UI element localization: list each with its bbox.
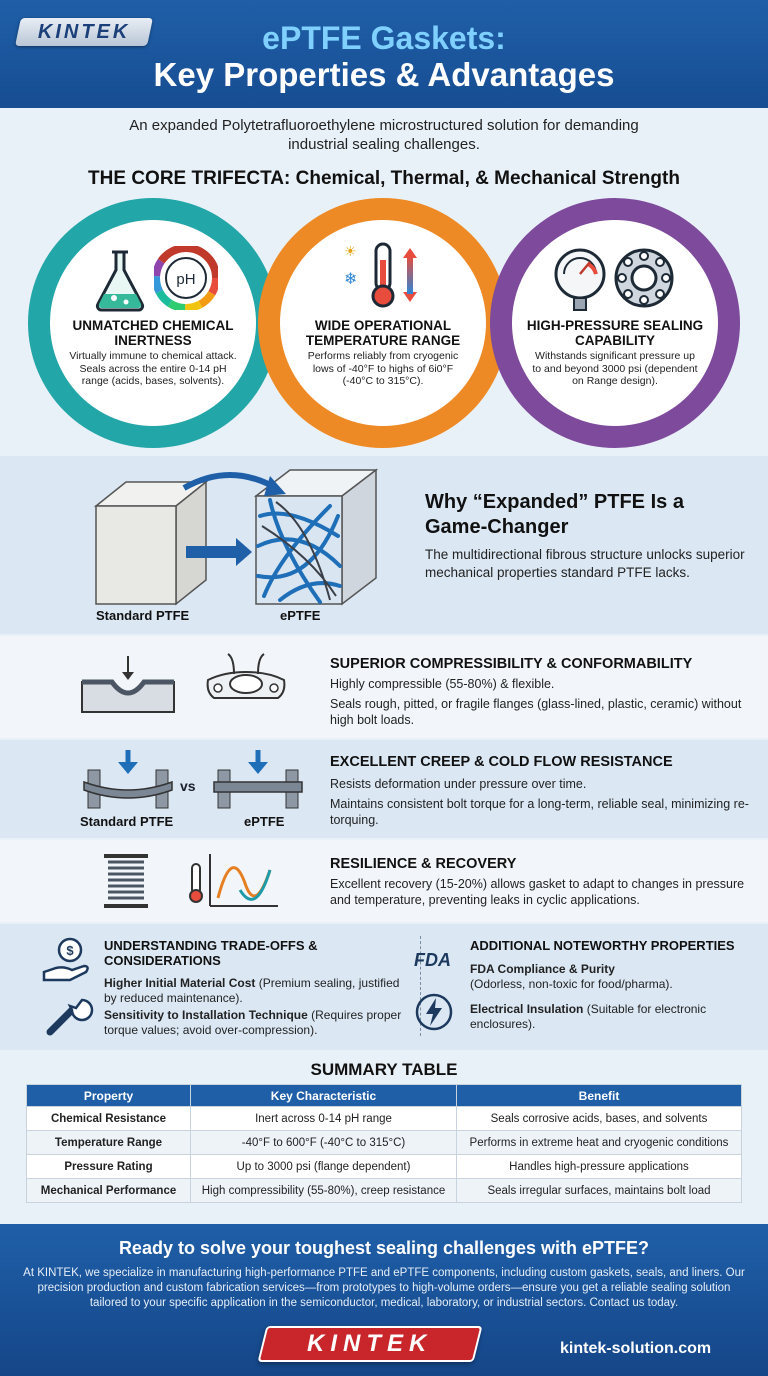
additional-item-electrical	[470, 1002, 750, 1032]
tradeoff-rest: (Requires proper torque values; avoid over-compression).	[104, 1008, 402, 1037]
temperature-range-card	[258, 198, 508, 448]
additional-rest: (Suitable for electronic enclosures).	[470, 1002, 707, 1031]
circle-body: Performs reliably from cryogenic lows of -40°F to highs of 6i0°F (-40°C to 315°C).	[307, 350, 459, 387]
eptfe-label: ePTFE	[280, 608, 321, 623]
circle-body: Withstands significant pressure up to and beyond 3000 psi (dependent on Range design).	[532, 350, 698, 387]
feature-title: RESILIENCE & RECOVERY	[330, 856, 517, 872]
table-cell: Seals irregular surfaces, maintains bolt load	[457, 1179, 742, 1203]
high-pressure-card	[490, 198, 740, 448]
feature-line2: Maintains consistent bolt torque for a long-term, reliable seal, minimizing re-torquing.	[330, 797, 749, 827]
eptfe-label: ePTFE	[244, 814, 285, 829]
circle-title: HIGH-PRESSURE SEALING CAPABILITY	[526, 318, 704, 348]
table-cell: Up to 3000 psi (flange dependent)	[191, 1155, 457, 1179]
additional-lead: Electrical Insulation	[470, 1002, 584, 1016]
subtitle: An expanded Polytetrafluoroethylene microstructured solution for demanding industrial sealing challenges.	[129, 117, 639, 153]
feature-title: SUPERIOR COMPRESSIBILITY & CONFORMABILITY	[330, 656, 693, 672]
table-row	[27, 1155, 742, 1179]
table-cell: High compressibility (55-80%), creep resistance	[191, 1179, 457, 1203]
why-expanded-heading: Why “Expanded” PTFE Is a Game-Changer	[425, 491, 684, 538]
thermometer-icon	[340, 240, 430, 310]
table-cell: Chemical Resistance	[27, 1107, 191, 1131]
fda-icon: FDA	[414, 950, 451, 970]
table-cell: Mechanical Performance	[27, 1179, 191, 1203]
kintek-logo[interactable]: KINTEK	[15, 18, 153, 46]
table-cell: Pressure Rating	[27, 1155, 191, 1179]
feature-line1: Excellent recovery (15-20%) allows gasket to adapt to changes in pressure and temperature, preventing leaks in cyclic applications.	[330, 877, 745, 907]
compression-flange-icon	[78, 652, 308, 722]
kintek-footer-logo[interactable]: KINTEK	[258, 1326, 483, 1362]
tradeoff-lead: Sensitivity to Installation Technique	[104, 1008, 308, 1022]
trifecta-heading: THE CORE TRIFECTA: Chemical, Thermal, & Mechanical Strength	[88, 168, 680, 189]
table-cell: Seals corrosive acids, bases, and solvents	[457, 1107, 742, 1131]
page-title-line1: ePTFE Gaskets:	[262, 20, 506, 56]
spring-recovery-icon	[100, 850, 310, 912]
website-link[interactable]: kintek-solution.com	[560, 1340, 712, 1357]
money-hand-icon	[42, 936, 94, 986]
additional-item-fda	[470, 962, 750, 992]
ph-wheel-icon	[154, 246, 218, 310]
table-cell: Inert across 0-14 pH range	[191, 1107, 457, 1131]
standard-ptfe-label: Standard PTFE	[80, 814, 174, 829]
table-cell: Performs in extreme heat and cryogenic conditions	[457, 1131, 742, 1155]
column-header: Benefit	[457, 1085, 742, 1107]
wrench-icon	[42, 994, 94, 1038]
ph-label: pH	[176, 271, 196, 288]
flask-icon	[90, 248, 150, 312]
lightning-bolt-icon	[414, 992, 454, 1032]
pressure-gauge-icon	[550, 246, 680, 312]
table-cell: Temperature Range	[27, 1131, 191, 1155]
column-header: Property	[27, 1085, 191, 1107]
cta-heading: Ready to solve your toughest sealing challenges with ePTFE?	[118, 1238, 650, 1258]
feature-line1: Resists deformation under pressure over time.	[330, 777, 587, 791]
svg-text:❄: ❄	[344, 269, 358, 288]
table-row	[27, 1107, 742, 1131]
why-expanded-body: The multidirectional fibrous structure unlocks superior mechanical properties standard PTFE lacks.	[425, 547, 745, 580]
additional-lead: FDA Compliance & Purity	[470, 962, 615, 976]
table-header-row	[27, 1085, 742, 1107]
column-header: Key Characteristic	[191, 1085, 457, 1107]
tradeoffs-heading: UNDERSTANDING TRADE-OFFS & CONSIDERATIONS	[104, 938, 318, 968]
table-row	[27, 1179, 742, 1203]
summary-heading: SUMMARY TABLE	[310, 1060, 458, 1079]
vs-label: vs	[180, 778, 196, 794]
table-cell: Handles high-pressure applications	[457, 1155, 742, 1179]
table-row	[27, 1131, 742, 1155]
additional-heading: ADDITIONAL NOTEWORTHY PROPERTIES	[470, 938, 735, 953]
feature-line1: Highly compressible (55-80%) & flexible.	[330, 677, 555, 691]
table-cell: -40°F to 600°F (-40°C to 315°C)	[191, 1131, 457, 1155]
tradeoff-item-cost	[104, 976, 404, 1006]
standard-flange-bolt-icon	[78, 748, 178, 810]
standard-ptfe-label: Standard PTFE	[96, 608, 190, 623]
svg-text:☀: ☀	[344, 244, 357, 260]
circle-body: Virtually immune to chemical attack. Seals across the entire 0-14 pH range (acids, bases, solvents).	[69, 350, 237, 387]
tradeoff-rest: (Premium sealing, justified by reduced maintenance).	[104, 976, 400, 1005]
summary-table	[26, 1084, 742, 1203]
feature-line2: Seals rough, pitted, or fragile flanges (glass-lined, plastic, ceramic) without high bolt loads.	[330, 697, 742, 727]
circle-title: WIDE OPERATIONAL TEMPERATURE RANGE	[305, 318, 461, 348]
tradeoff-lead: Higher Initial Material Cost	[104, 976, 256, 990]
cta-body: At KINTEK, we specialize in manufacturing high-performance PTFE and ePTFE components, including custom gaskets, seals, and liners. Our precision production and custom fabrication services—from prototypes to high-volume orders—ensure you get a reliable sealing solution tailored to your specific application in the semiconductor, medical, laboratory, or industrial sectors. Contact us today.	[23, 1267, 745, 1309]
feature-title: EXCELLENT CREEP & COLD FLOW RESISTANCE	[330, 754, 673, 770]
eptfe-flange-bolt-icon	[208, 748, 308, 810]
chemical-inertness-card	[28, 198, 278, 448]
svg-text:$: $	[66, 943, 74, 958]
additional-rest: (Odorless, non-toxic for food/pharma).	[470, 977, 673, 991]
page-title-line2: Key Properties & Advantages	[153, 56, 615, 93]
ptfe-cube-comparison-illustration	[80, 466, 410, 616]
circle-title: UNMATCHED CHEMICAL INERTNESS	[72, 318, 234, 348]
tradeoff-item-installation	[104, 1008, 404, 1038]
